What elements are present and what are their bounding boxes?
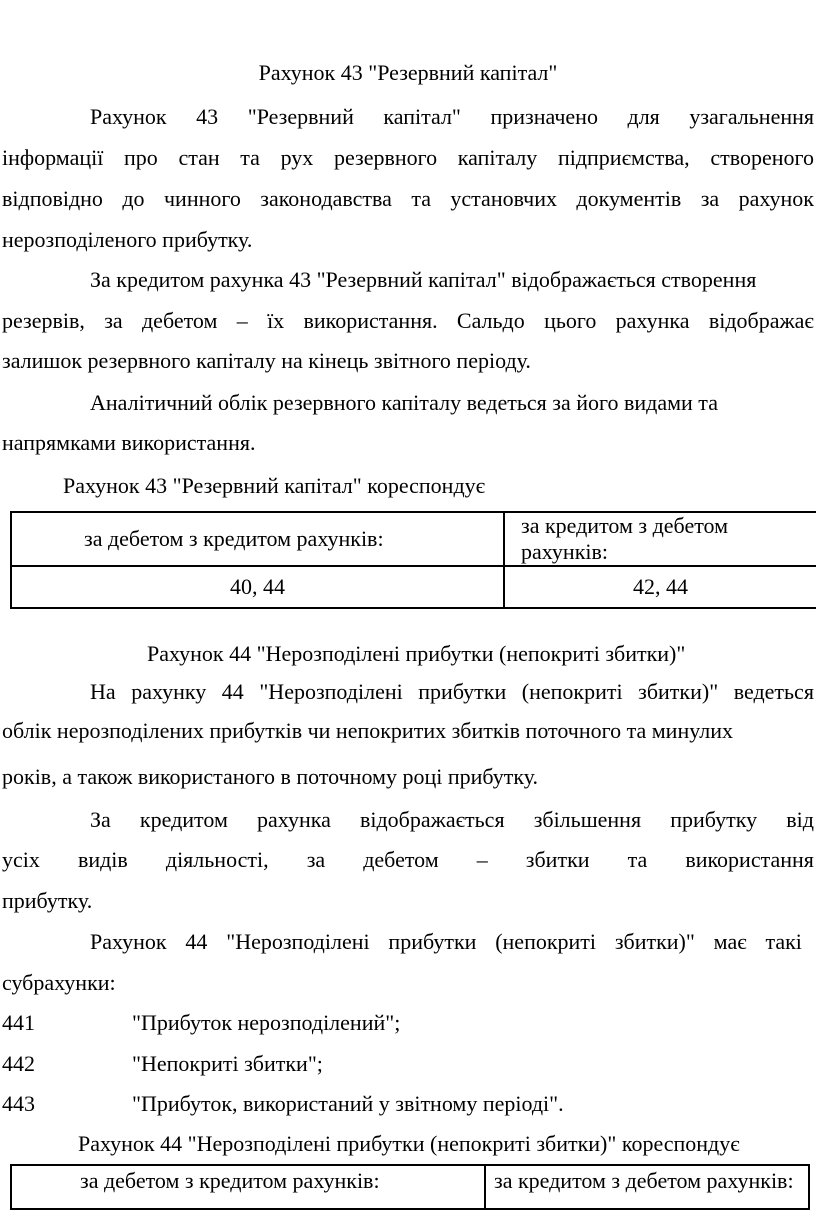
word: документів [576, 186, 682, 211]
word: відповідно [2, 186, 103, 211]
word: дебетом [141, 308, 218, 333]
word: підприємства, [557, 145, 690, 170]
word: за [104, 308, 123, 333]
word: усіх [2, 847, 40, 872]
word: капіталу [457, 145, 538, 170]
word: створеного [710, 145, 814, 170]
word: дебетом [363, 847, 439, 872]
word: узагальнення [689, 104, 814, 129]
word: резервів, [2, 308, 85, 333]
section43-title: Рахунок 43 "Резервний капітал" [258, 60, 558, 85]
word: рахунок [738, 186, 814, 211]
word: рахунка [615, 308, 690, 333]
word: цього [544, 308, 597, 333]
word: діяльності, [165, 847, 269, 872]
subaccount-443-code: 443 [2, 1091, 35, 1116]
word: На [90, 679, 116, 704]
s44-correspondence-table [10, 1164, 810, 1210]
word: Рахунок [90, 104, 167, 129]
s43-p2-line3: залишок резервного капіталу на кінець звітного періоду. [2, 348, 531, 373]
s43-debit-value: 40, 44 [11, 566, 504, 608]
s43-p2-line2 [2, 307, 814, 335]
word: такі [765, 929, 802, 954]
s43-p1-line2 [2, 144, 814, 172]
word: збитки)" [614, 929, 695, 954]
s43-credit-header: за кредитом з дебетом рахунків: [504, 512, 816, 566]
s44-credit-header: за кредитом з дебетом рахунків: [485, 1165, 809, 1209]
word: призначено [490, 104, 598, 129]
subaccount-441-code: 441 [2, 1010, 35, 1035]
word: прибутки [388, 929, 477, 954]
word: "Нерозподілені [259, 679, 403, 704]
s43-p1-line1 [90, 103, 814, 131]
word: "Резервний [247, 104, 354, 129]
word: "Нерозподілені [226, 929, 370, 954]
word: Сальдо [456, 308, 525, 333]
s43-p2-line1: За кредитом рахунка 43 "Резервний капітал" відображається створення [90, 267, 757, 292]
s44-debit-header: за дебетом з кредитом рахунків: [11, 1165, 485, 1209]
s43-debit-header: за дебетом з кредитом рахунків: [11, 512, 504, 566]
word: їх [267, 308, 285, 333]
table-row [11, 512, 816, 566]
word: про [124, 145, 158, 170]
table-row [11, 566, 816, 608]
word: 44 [221, 679, 244, 704]
word: використання. [303, 308, 438, 333]
word: чинного [163, 186, 241, 211]
word: та [240, 145, 260, 170]
word: за [700, 186, 720, 211]
word: рахунку [131, 679, 207, 704]
word: та [627, 847, 648, 872]
word: до [122, 186, 145, 211]
word: збитки [525, 847, 590, 872]
s43-correspondence-caption: Рахунок 43 "Резервний капітал" кореспондує [63, 473, 486, 498]
subaccount-442-code: 442 [2, 1051, 35, 1076]
s44-p3-line1 [90, 928, 802, 956]
word: для [627, 104, 660, 129]
s43-correspondence-table [10, 511, 816, 609]
word: та [411, 186, 431, 211]
word: інформації [2, 145, 104, 170]
word: (непокриті [521, 679, 623, 704]
s43-p3-line1: Аналітичний облік резервного капіталу ведеться за його видами та [90, 390, 718, 415]
s43-credit-value: 42, 44 [504, 566, 816, 608]
word: (непокриті [495, 929, 597, 954]
word: установчих [450, 186, 557, 211]
word: кредитом [139, 807, 228, 832]
word: прибутки [418, 679, 507, 704]
word: законодавства [260, 186, 392, 211]
word: відображає [708, 308, 814, 333]
word: від [786, 807, 814, 832]
word: капітал" [383, 104, 461, 129]
s44-p2-line1 [90, 806, 814, 834]
s43-p3-line2: напрямками використання. [2, 430, 256, 455]
s44-correspondence-caption: Рахунок 44 "Нерозподілені прибутки (непокриті збитки)" кореспондує [78, 1131, 740, 1156]
subaccount-441-name: "Прибуток нерозподілений"; [132, 1010, 401, 1035]
word: збільшення [533, 807, 642, 832]
word: резервного [333, 145, 438, 170]
s44-p1-line3: років, а також використаного в поточному році прибутку. [2, 764, 539, 789]
word: ведеться [733, 679, 814, 704]
table-row [11, 1165, 809, 1209]
word: За [90, 807, 111, 832]
subaccount-443-name: "Прибуток, використаний у звітному періоді". [132, 1091, 564, 1116]
word: рахунка [257, 807, 331, 832]
word: – [476, 847, 488, 872]
s44-p3-line2: субрахунки: [2, 970, 116, 995]
word: видів [77, 847, 128, 872]
section44-title: Рахунок 44 "Нерозподілені прибутки (непокриті збитки)" [147, 641, 686, 666]
word: відображається [359, 807, 505, 832]
word: – [236, 308, 248, 333]
s44-p2-line2 [2, 846, 814, 874]
word: рух [280, 145, 314, 170]
s44-p2-line3: прибутку. [2, 888, 93, 913]
word: за [306, 847, 326, 872]
word: використання [685, 847, 814, 872]
s43-p1-line4: нерозподіленого прибутку. [2, 227, 253, 252]
word: прибутку [670, 807, 758, 832]
s44-p1-line2: облік нерозподілених прибутків чи непокритих збитків поточного та минулих [2, 718, 734, 743]
word: Рахунок [90, 929, 167, 954]
word: 44 [185, 929, 208, 954]
word: має [713, 929, 747, 954]
word: збитки)" [638, 679, 719, 704]
s44-p1-line1 [90, 678, 814, 706]
subaccount-442-name: "Непокриті збитки"; [132, 1051, 323, 1076]
s43-p1-line3 [2, 185, 814, 213]
word: стан [178, 145, 220, 170]
word: 43 [196, 104, 219, 129]
